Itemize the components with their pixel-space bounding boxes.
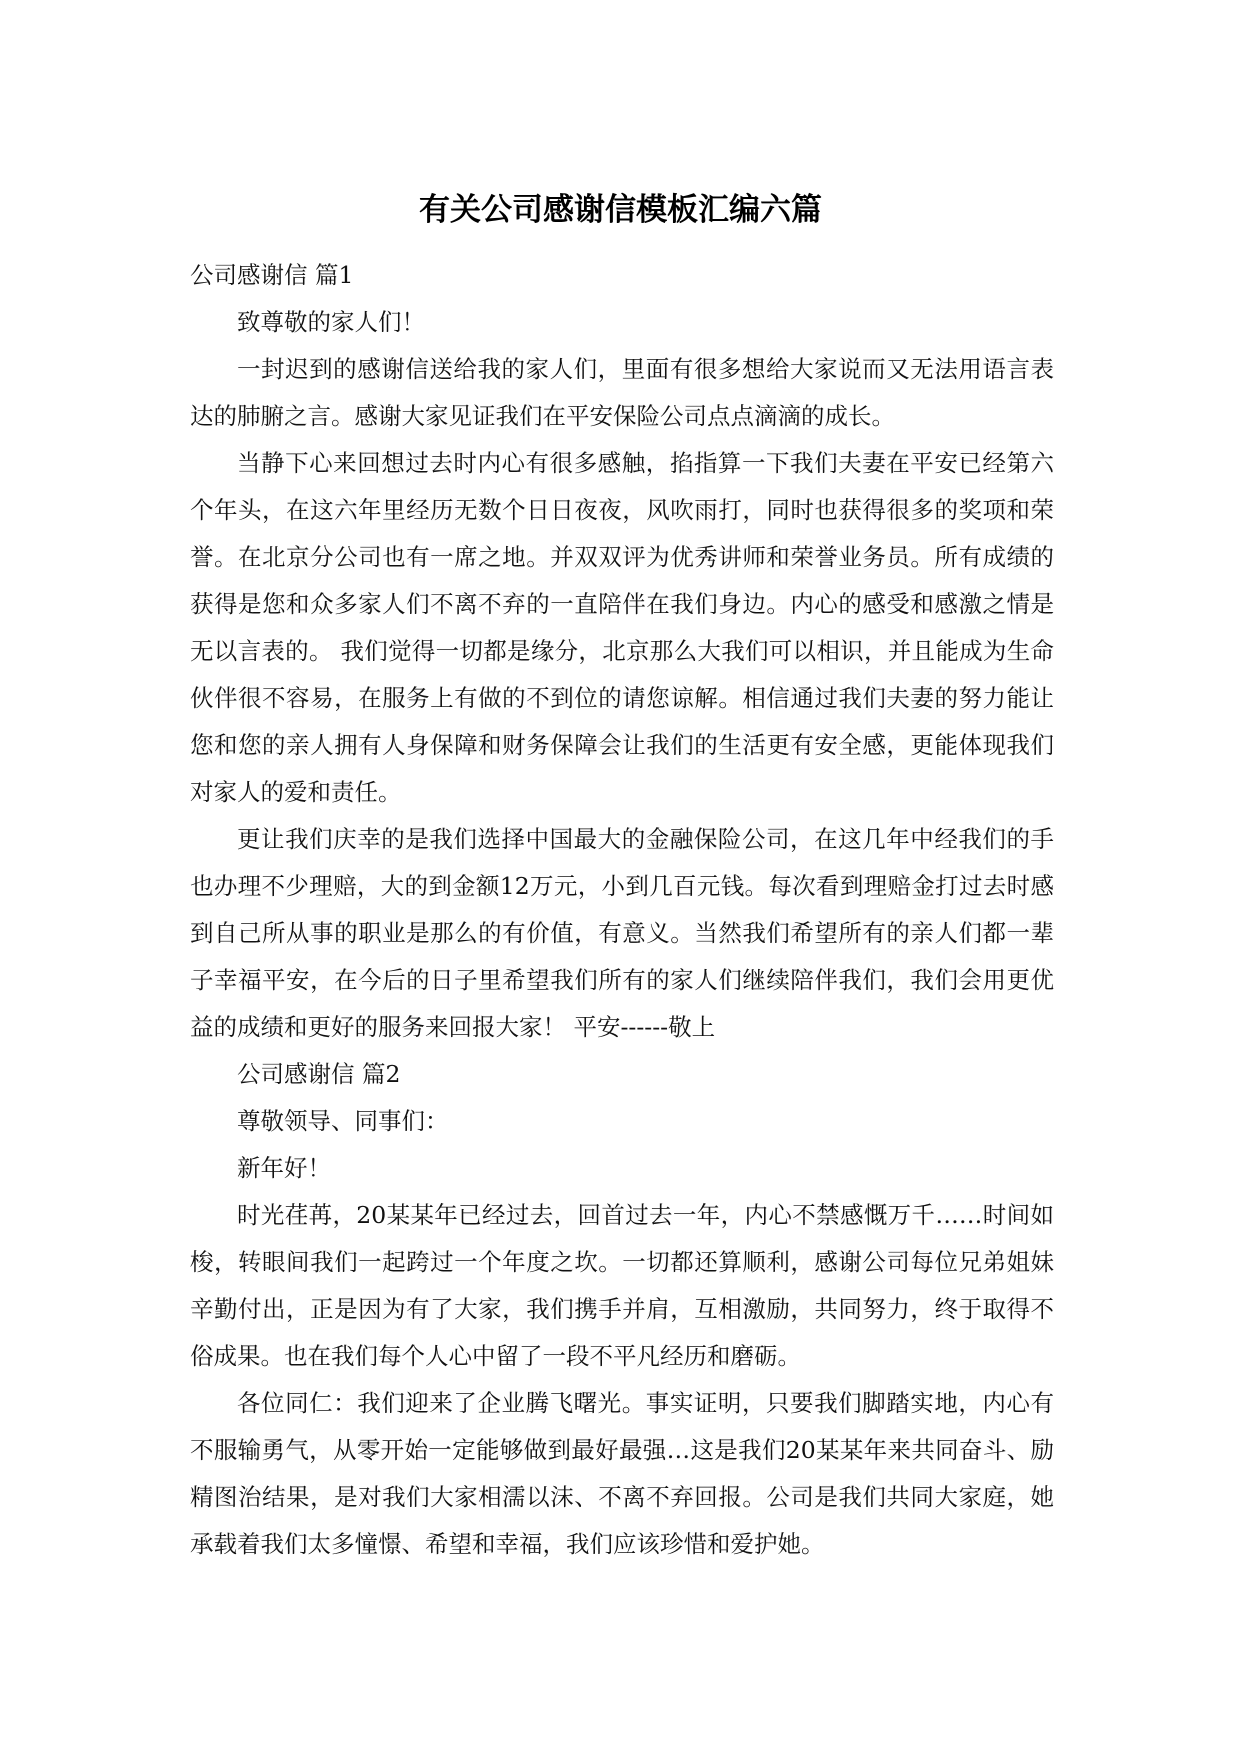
document-body (190, 252, 1054, 1568)
salutation: 致尊敬的家人们！ (237, 308, 425, 336)
salutation: 尊敬领导、同事们： (237, 1107, 449, 1135)
section-heading-1: 公司感谢信 篇1 (190, 261, 354, 289)
greeting: 新年好！ (237, 1154, 331, 1182)
paragraph: 一封迟到的感谢信送给我的家人们，里面有很多想给大家说而又无法用语言表达的肺腑之言。感谢大家见证我们在平安保险公司点点滴滴的成长。 (190, 355, 1054, 430)
paragraph: 当静下心来回想过去时内心有很多感触，掐指算一下我们夫妻在平安已经第六个年头，在这六年里经历无数个日日夜夜，风吹雨打，同时也获得很多的奖项和荣誉。在北京分公司也有一席之地。并双双评为优秀讲师和荣誉业务员。所有成绩的获得是您和众多家人们不离不弃的一直陪伴在我们身边。内心的感受和感激之情是无以言表的。 我们觉得一切都是缘分，北京那么大我们可以相识，并且能成为生命伙伴很不容易，在服务上有做的不到位的请您谅解。相信通过我们夫妻的努力能让您和您的亲人拥有人身保障和财务保障会让我们的生活更有安全感，更能体现我们对家人的爱和责任。 (190, 449, 1054, 806)
section-heading-2: 公司感谢信 篇2 (237, 1060, 401, 1088)
paragraph: 各位同仁：我们迎来了企业腾飞曙光。事实证明，只要我们脚踏实地，内心有不服输勇气，从零开始一定能够做到最好最强…这是我们20某某年来共同奋斗、励精图治结果，是对我们大家相濡以沫、不离不弃回报。公司是我们共同大家庭，她承载着我们太多憧憬、希望和幸福，我们应该珍惜和爱护她。 (190, 1389, 1054, 1558)
paragraph: 时光荏苒，20某某年已经过去，回首过去一年，内心不禁感慨万千……时间如梭，转眼间我们一起跨过一个年度之坎。一切都还算顺利，感谢公司每位兄弟姐妹辛勤付出，正是因为有了大家，我们携手并肩，互相激励，共同努力，终于取得不俗成果。也在我们每个人心中留了一段不平凡经历和磨砺。 (190, 1201, 1054, 1370)
paragraph: 更让我们庆幸的是我们选择中国最大的金融保险公司，在这几年中经我们的手也办理不少理赔，大的到金额12万元，小到几百元钱。每次看到理赔金打过去时感到自己所从事的职业是那么的有价值，有意义。当然我们希望所有的亲人们都一辈子幸福平安，在今后的日子里希望我们所有的家人们继续陪伴我们，我们会用更优益的成绩和更好的服务来回报大家！ 平安------敬上 (190, 825, 1054, 1041)
document-title: 有关公司感谢信模板汇编六篇 (419, 192, 822, 228)
